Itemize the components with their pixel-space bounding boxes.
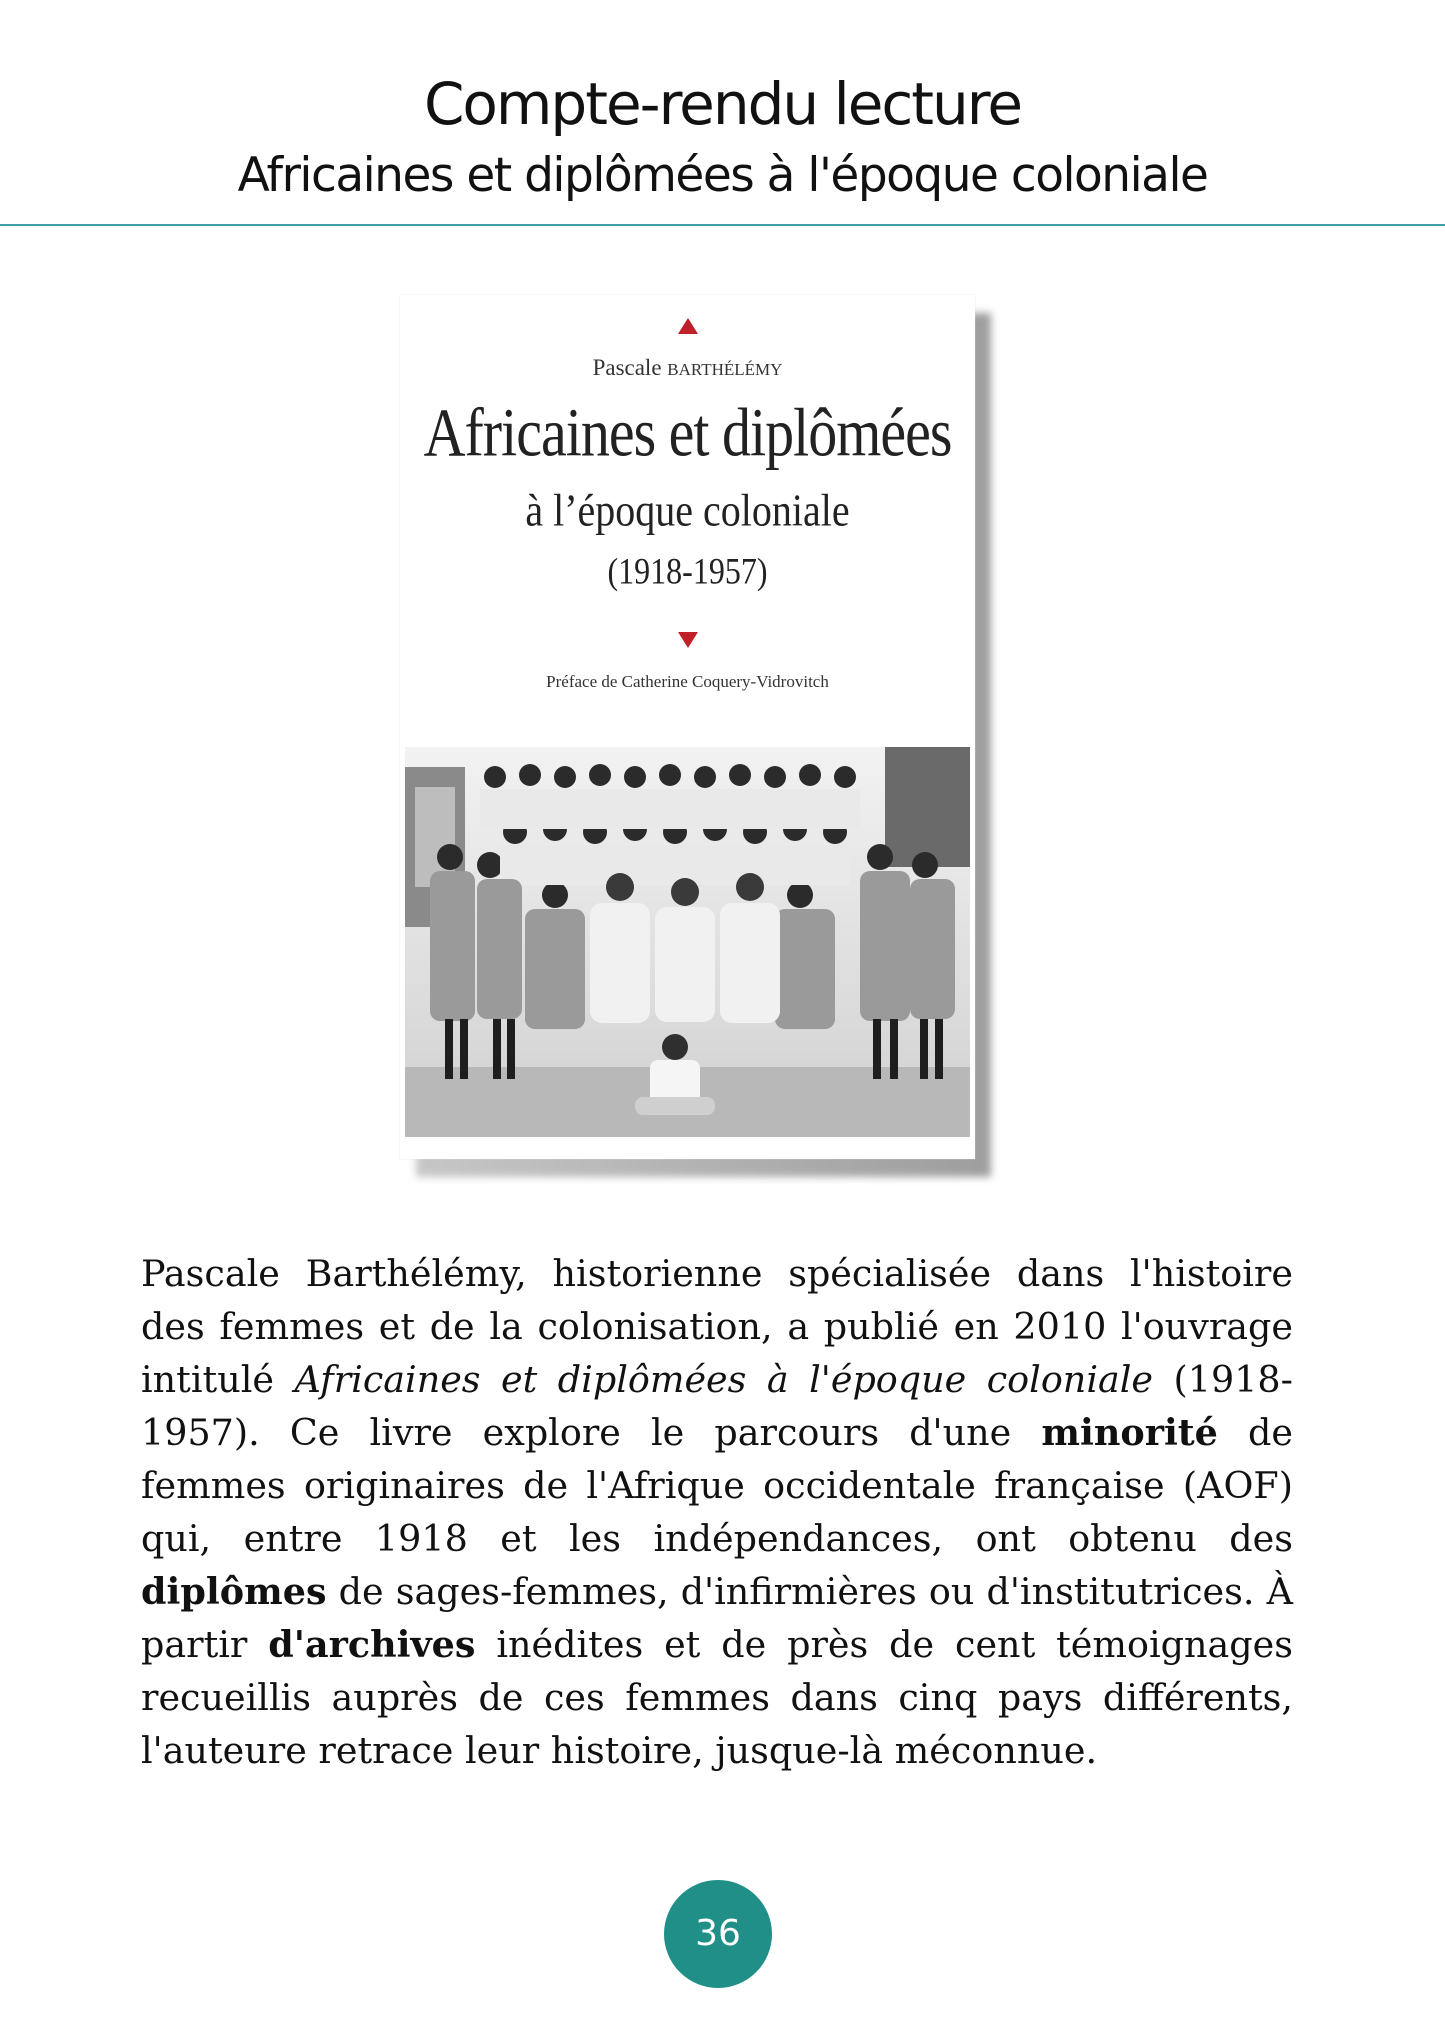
text-segment: de femmes originaires de l'Afrique occidentale française (AOF) qui, entre 1918 et les indépendances, ont obtenu des <box>141 1411 1293 1560</box>
red-triangle-up-icon <box>678 318 698 334</box>
book-cover <box>400 295 975 1159</box>
emphasis-minorite: minorité <box>1041 1411 1218 1454</box>
emphasis-archives: d'archives <box>268 1623 476 1666</box>
text-segment: inédites et de près de cent témoignages recueillis auprès de ces femmes dans cinq pays différents, l'auteure retrace leur histoire, jusque-là méconnue. <box>141 1623 1293 1772</box>
book-cover-face <box>400 295 975 1159</box>
text-segment: de sages-femmes, d'infirmières ou d'institutrices. À partir <box>141 1570 1293 1666</box>
text-segment: (1918-1957). Ce livre explore le parcours d'une <box>141 1358 1293 1454</box>
page-subtitle: Africaines et diplômées à l'époque coloniale <box>237 148 1208 203</box>
page-title: Compte-rendu lecture <box>423 70 1022 138</box>
cover-title: Africaines et diplômées <box>423 394 952 471</box>
cover-author-last: BARTHÉLÉMY <box>667 360 783 379</box>
page-header <box>0 0 1445 226</box>
review-paragraph <box>141 1247 1293 1777</box>
text-segment: Pascale Barthélémy, historienne spécialisée dans l'histoire des femmes et de la colonisation, a publié en 2010 l'ouvrage intitulé <box>141 1252 1293 1401</box>
cover-subtitle: à l’époque coloniale <box>525 484 850 536</box>
page-number-badge: 36 <box>664 1880 772 1988</box>
red-triangle-down-icon <box>678 632 698 648</box>
cover-author-first: Pascale <box>592 355 662 380</box>
cover-dates: (1918-1957) <box>607 550 768 592</box>
emphasis-diplomes: diplômes <box>141 1570 327 1613</box>
cover-preface: Préface de Catherine Coquery-Vidrovitch <box>546 672 829 691</box>
cover-author <box>400 355 975 381</box>
book-title-italic: Africaines et diplômées à l'époque coloniale <box>294 1358 1154 1401</box>
cover-group-photo <box>405 747 970 1137</box>
header-divider <box>0 224 1445 226</box>
